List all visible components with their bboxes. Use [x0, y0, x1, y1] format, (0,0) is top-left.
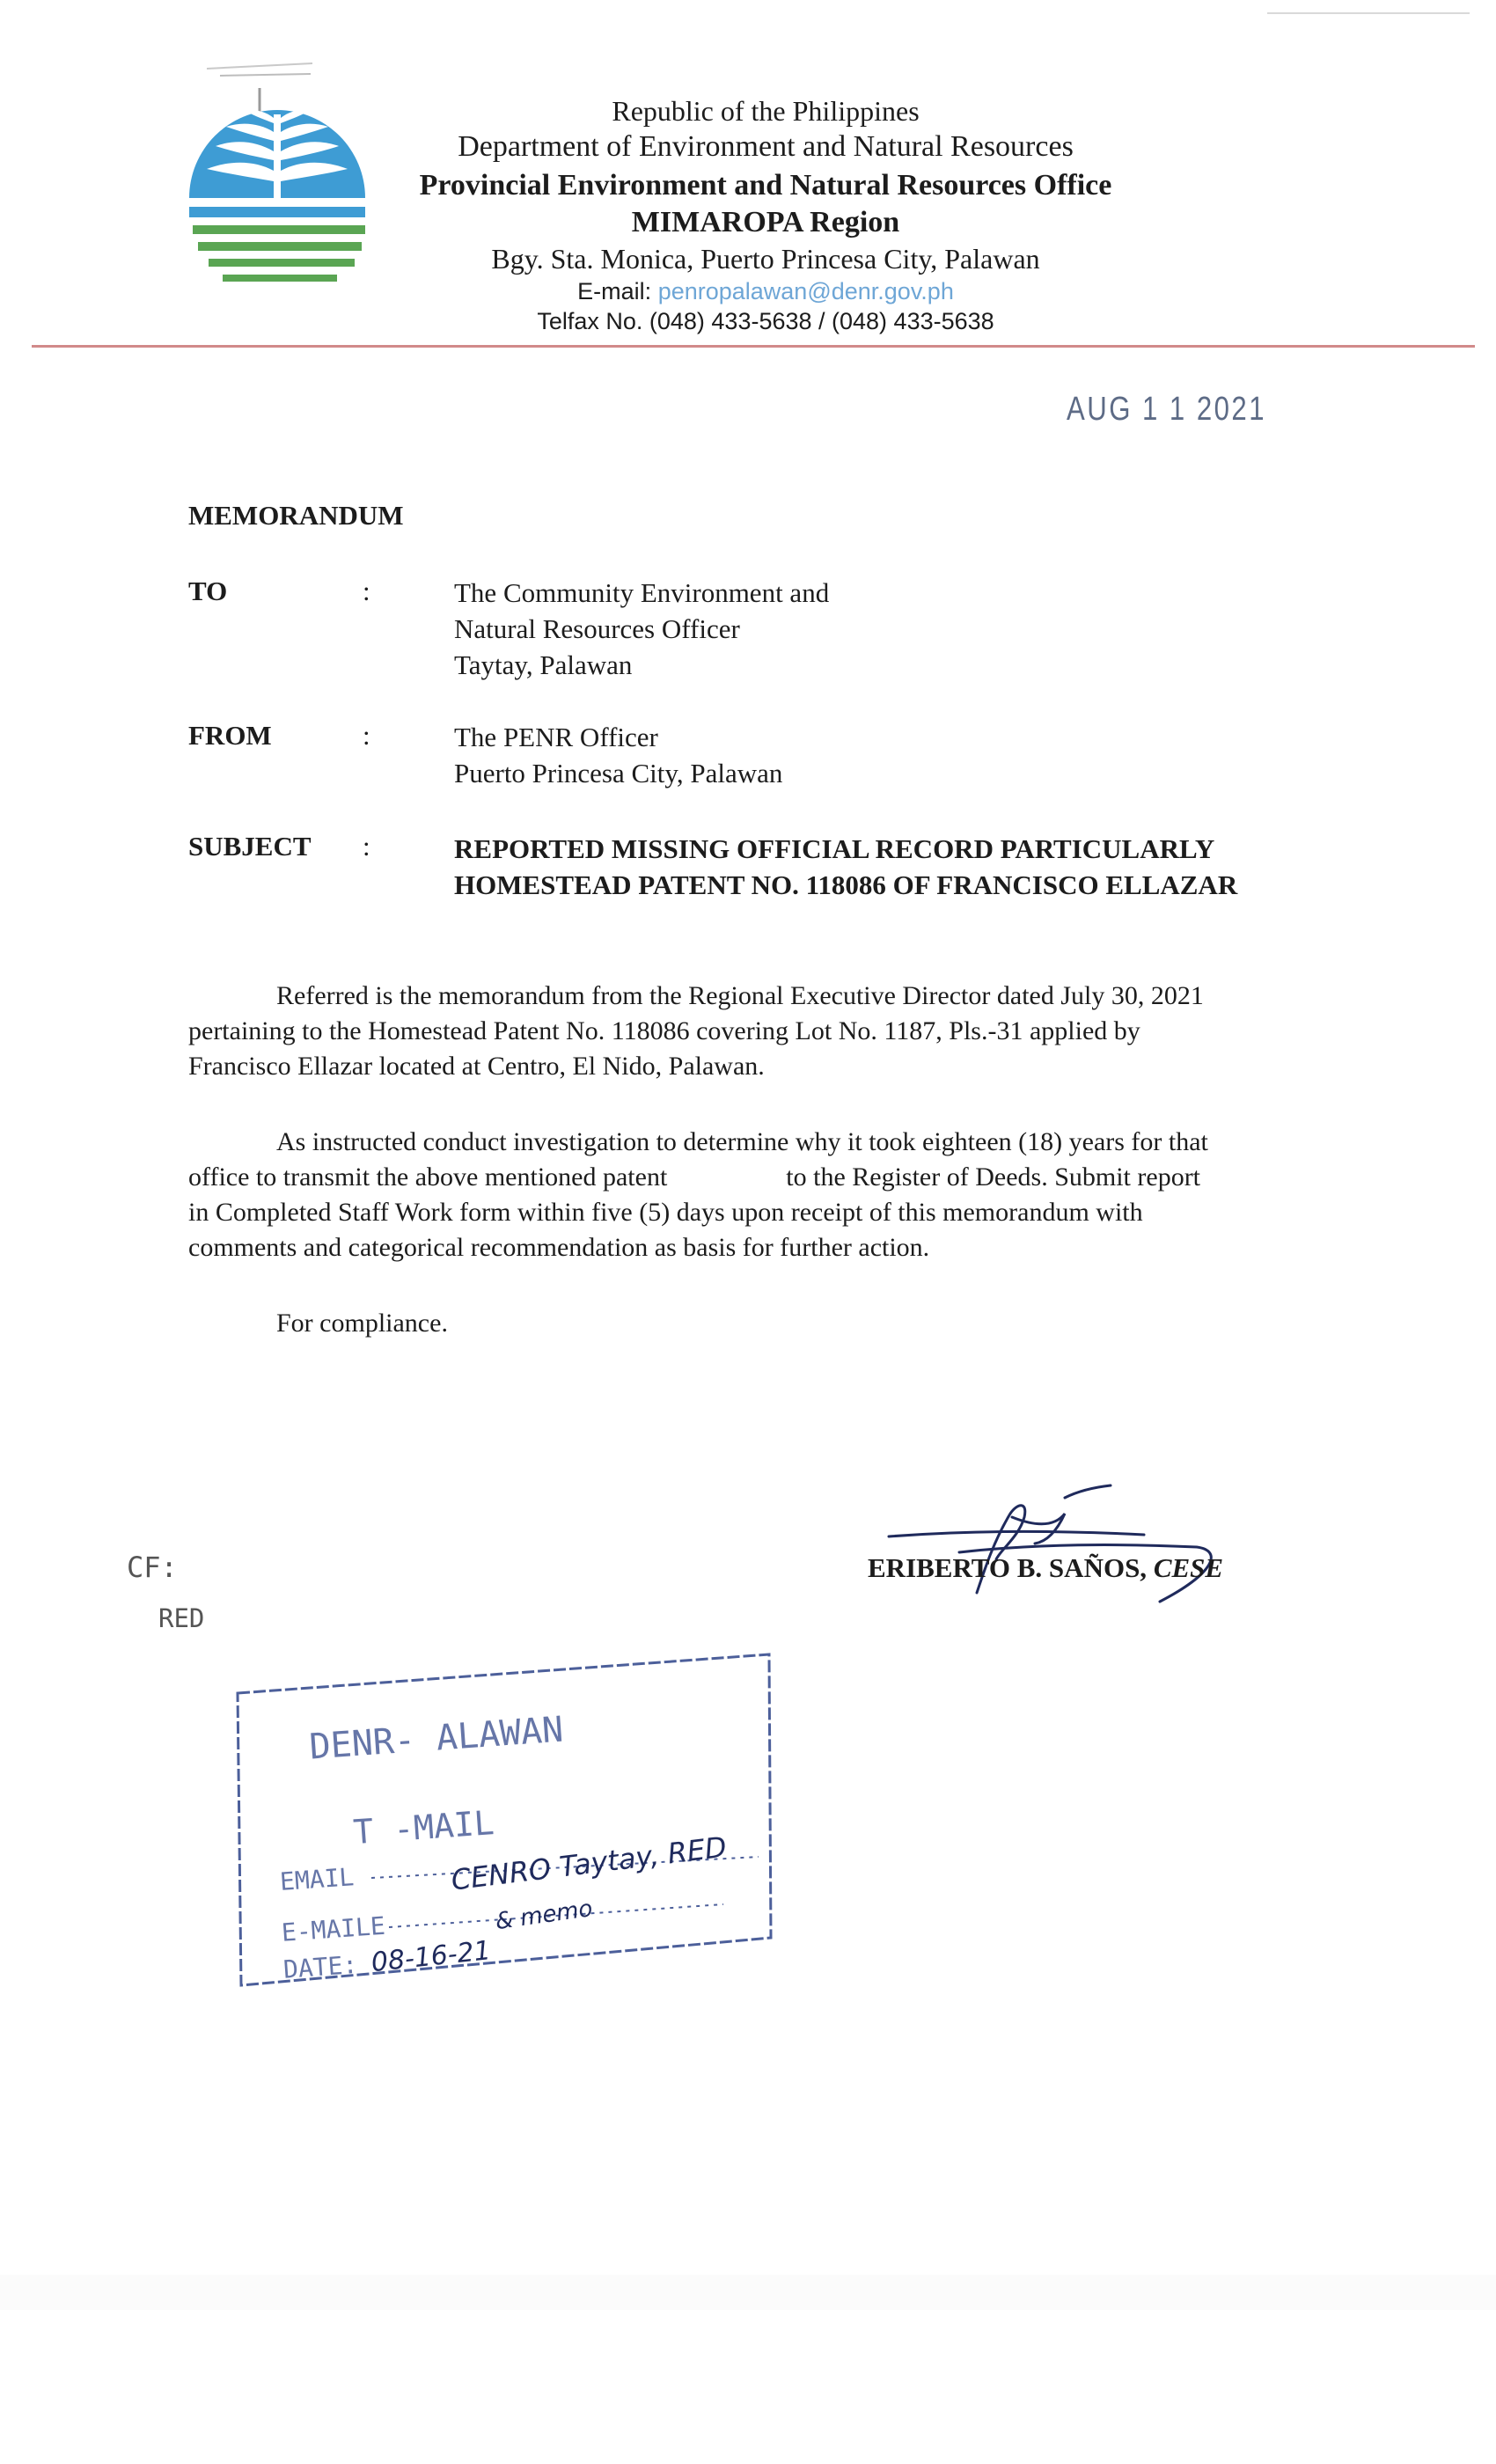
denr-logo-icon: [172, 53, 383, 308]
handwritten-note: & memo: [494, 1895, 595, 1936]
to-colon: :: [363, 576, 370, 606]
header-divider: [32, 345, 1475, 348]
to-recipient: [454, 575, 1343, 683]
handwritten-date: 08-16-21: [370, 1935, 493, 1979]
from-colon: :: [363, 720, 370, 751]
paragraph-line: As instructed conduct investigation to determine why it took eighteen (18) years for that: [276, 1127, 1208, 1156]
to-line: The Community Environment and: [454, 577, 830, 608]
body-paragraph-2: [188, 1125, 1334, 1265]
signatory-suffix: CESE: [1153, 1552, 1224, 1583]
cf-label: CF:: [127, 1551, 178, 1584]
from-label: FROM: [188, 720, 272, 751]
paragraph-line: office to transmit the above mentioned patent to the Register of Deeds. Submit report: [188, 1162, 1201, 1192]
paragraph-line: Francisco Ellazar located at Centro, El Nido, Palawan.: [188, 1052, 765, 1081]
subject-line: HOMESTEAD PATENT NO. 118086 OF FRANCISCO ELLAZAR: [454, 869, 1238, 900]
subject-text: [454, 831, 1343, 903]
date-stamp: AUG 1 1 2021: [1067, 391, 1266, 428]
stamp-emailed-label: E-MAILE: [280, 1910, 386, 1947]
header-address: Bgy. Sta. Monica, Puerto Princesa City, Palawan: [491, 243, 1040, 275]
signatory-fullname: ERIBERTO B. SAÑOS,: [868, 1552, 1154, 1583]
header-department: Department of Environment and Natural Resources: [458, 130, 1074, 163]
stamp-line-1: DENR- ALAWAN: [308, 1709, 565, 1768]
header-email-line: [352, 278, 1179, 305]
to-line: Taytay, Palawan: [454, 649, 633, 680]
to-line: Natural Resources Officer: [454, 613, 740, 644]
subject-colon: :: [363, 831, 370, 862]
subject-line: REPORTED MISSING OFFICIAL RECORD PARTICULARLY: [454, 833, 1215, 864]
header-office: Provincial Environment and Natural Resources Office: [419, 169, 1112, 202]
paragraph-line: in Completed Staff Work form within five (5) days upon receipt of this memorandum with: [188, 1198, 1143, 1227]
header-telfax: Telfax No. (048) 433-5638 / (048) 433-5638: [537, 308, 994, 334]
subject-label: SUBJECT: [188, 831, 312, 862]
cf-recipient: RED: [158, 1603, 205, 1633]
email-link[interactable]: penropalawan@denr.gov.ph: [657, 278, 954, 304]
from-line: The PENR Officer: [454, 722, 658, 752]
paragraph-line: comments and categorical recommendation as basis for further action.: [188, 1233, 930, 1262]
handwritten-recipients: CENRO Taytay, RED: [449, 1830, 729, 1897]
to-label: TO: [188, 576, 228, 606]
body-paragraph-1: [188, 979, 1334, 1084]
memo-title: MEMORANDUM: [188, 500, 404, 531]
signatory-name: [868, 1552, 1223, 1584]
scan-edge-line: [1267, 12, 1470, 14]
stamp-email-label: EMAIL: [278, 1862, 356, 1897]
header-region: MIMAROPA Region: [631, 206, 900, 238]
from-sender: [454, 719, 1343, 791]
header-republic: Republic of the Philippines: [612, 95, 920, 127]
email-label: E-mail:: [577, 278, 652, 304]
stamp-date-label: DATE:: [282, 1949, 359, 1984]
paragraph-line: Referred is the memorandum from the Regional Executive Director dated July 30, 2021: [276, 981, 1204, 1010]
stamp-line-2: T -MAIL: [352, 1803, 495, 1852]
received-stamp: [231, 1647, 776, 1999]
scan-bottom-shade: [0, 2275, 1496, 2310]
closing-text: For compliance.: [276, 1309, 448, 1338]
from-line: Puerto Princesa City, Palawan: [454, 758, 783, 788]
paragraph-line: pertaining to the Homestead Patent No. 118086 covering Lot No. 1187, Pls.-31 applied by: [188, 1016, 1140, 1045]
